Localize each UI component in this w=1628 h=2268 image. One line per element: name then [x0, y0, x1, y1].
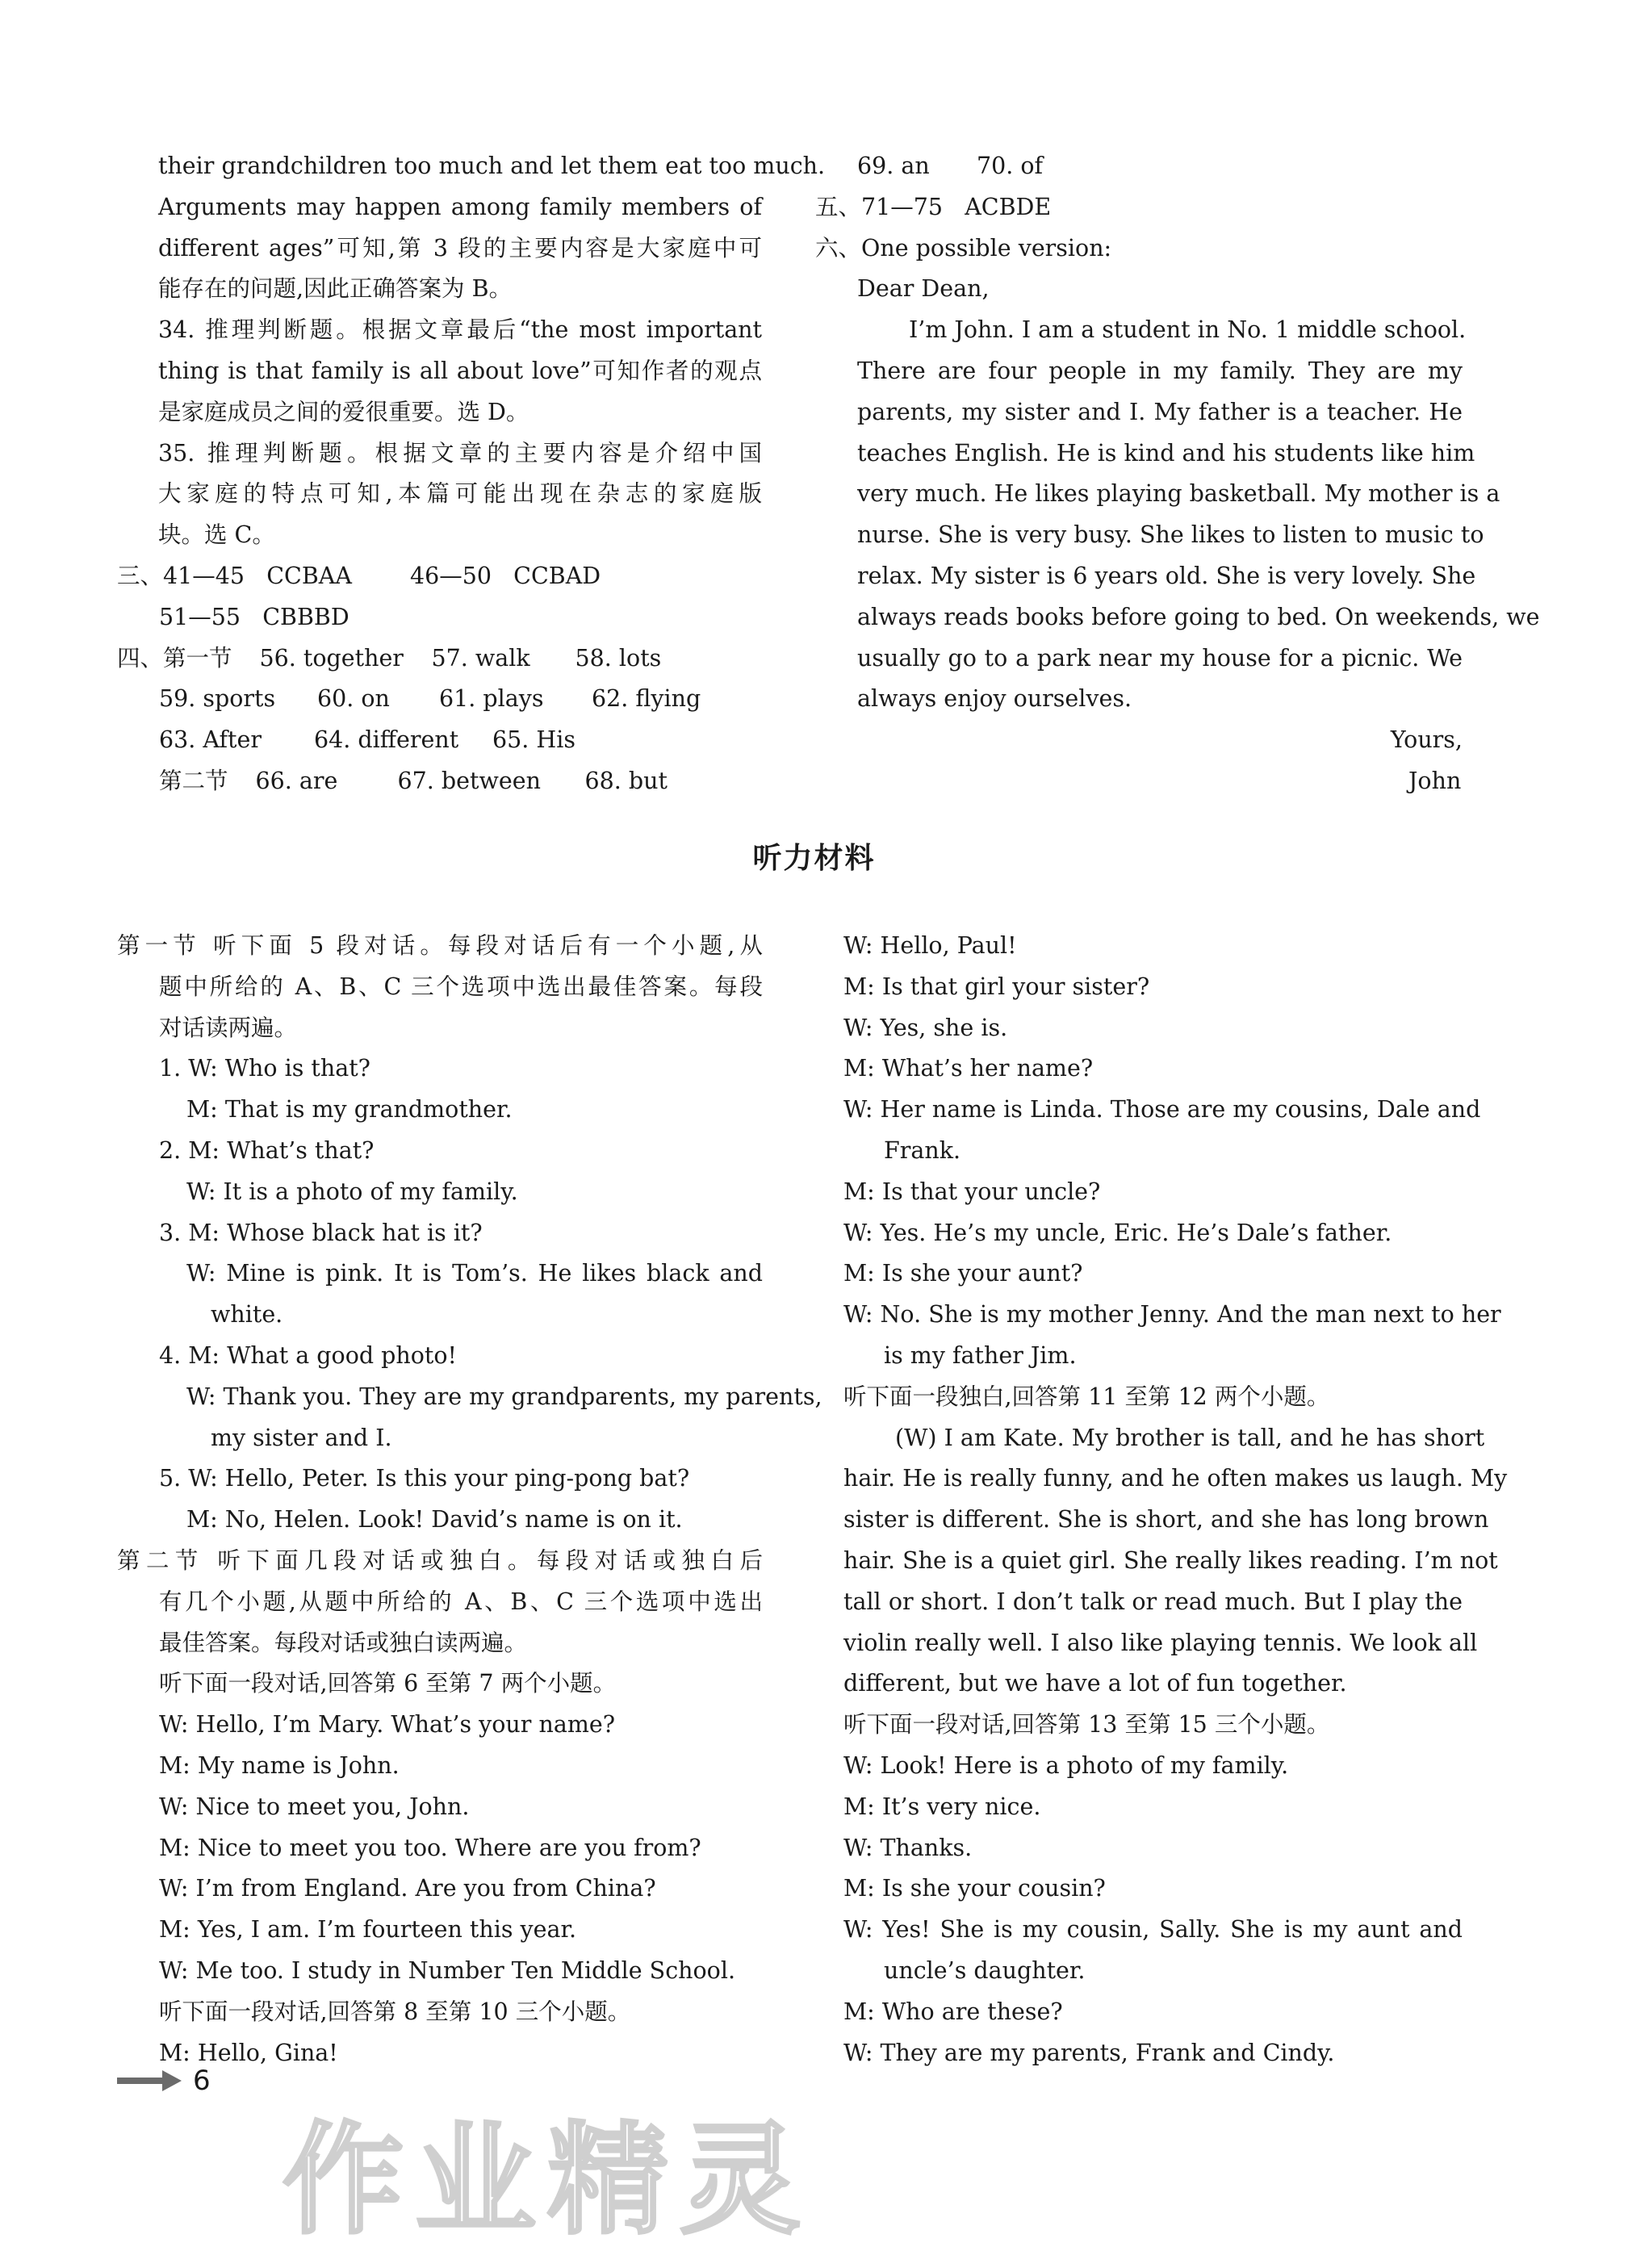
answer: 63. After [159, 726, 262, 754]
answer: 56. together [259, 644, 404, 672]
dialogue-line: M: Who are these? [843, 1998, 1063, 2025]
dialogue-line: W: It is a photo of my family. [186, 1178, 518, 1205]
dialogue-line: M: Hello, Gina! [159, 2039, 338, 2066]
answer: 68. but [584, 767, 668, 794]
dialogue-line: W: They are my parents, Frank and Cindy. [843, 2039, 1335, 2066]
letter-line: There are four people in my family. They are my [857, 357, 1463, 384]
monologue-line: different, but we have a lot of fun together. [843, 1670, 1347, 1697]
answer: 59. sports [159, 685, 276, 713]
section-3-row [117, 597, 763, 638]
dialogue-line: M: Is she your cousin? [843, 1875, 1106, 1902]
section-3-label: 三、 [117, 563, 164, 589]
section-4-row [117, 679, 763, 720]
page-number-text: 6 [193, 2065, 211, 2097]
answer-group: 71—75 ACBDE [861, 193, 1052, 220]
instruction-line: 听下面一段对话,回答第 13 至第 15 三个小题。 [843, 1711, 1330, 1739]
dialogue-line: W: I’m from England. Are you from China? [159, 1875, 656, 1902]
dialogue-line: W: Mine is pink. It is Tom’s. He likes black and [186, 1260, 763, 1287]
letter-line: always reads books before going to bed. On weekends, we [857, 603, 1540, 630]
section-6-title: One possible version: [861, 234, 1112, 262]
dialogue-line: my sister and I. [211, 1424, 392, 1451]
answers-left-column [158, 146, 826, 556]
instruction-line: 听下面一段独白,回答第 11 至第 12 两个小题。 [843, 1383, 1330, 1410]
letter-line: nurse. She is very busy. She likes to listen to music to [857, 521, 1484, 549]
monologue-line: hair. She is a quiet girl. She really likes reading. I’m not [843, 1546, 1498, 1574]
text-line: 34. 推理判断题。根据文章最后“the most important [158, 316, 762, 344]
instruction-line: 对话读两遍。 [159, 1014, 298, 1041]
letter-line: I’m John. I am a student in No. 1 middle school. [909, 316, 1467, 344]
dialogue-line: W: Thank you. They are my grandparents, my parents, [186, 1383, 822, 1410]
text-line: 35. 推理判断题。根据文章的主要内容是介绍中国 [158, 439, 762, 467]
answer: 70. of [977, 153, 1044, 179]
dialogue-line: W: Thanks. [843, 1834, 973, 1861]
answer: 57. walk [431, 644, 530, 672]
monologue-line: (W) I am Kate. My brother is tall, and he has short [895, 1424, 1485, 1451]
monologue-line: tall or short. I don’t talk or read much. But I play the [843, 1588, 1463, 1615]
dialogue-line: W: Me too. I study in Number Ten Middle School. [159, 1956, 736, 1984]
section-6-label: 六、 [815, 234, 862, 262]
dialogue-line: W: Nice to meet you, John. [159, 1793, 470, 1820]
dialogue-line: M: My name is John. [159, 1751, 400, 1779]
letter-greeting: Dear Dean, [857, 275, 990, 303]
text-line: 能存在的问题,因此正确答案为 B。 [158, 275, 513, 303]
letter-line: relax. My sister is 6 years old. She is very lovely. She [857, 562, 1476, 589]
sample-letter [815, 269, 1540, 801]
listening-right-column [843, 926, 1508, 2073]
letter-line: teaches English. He is kind and his students like him [857, 439, 1475, 467]
section-4-label: 四、 [117, 644, 164, 672]
answer: 67. between [397, 767, 541, 794]
dialogue-line: white. [211, 1301, 283, 1329]
page-number [117, 2065, 211, 2097]
letter-closing: Yours, [1390, 726, 1463, 754]
section-4-row [117, 761, 763, 802]
dialogue-line: W: Hello, Paul! [843, 932, 1017, 959]
instruction-line: 有几个小题,从题中所给的 A、B、C 三个选项中选出 [159, 1588, 763, 1615]
answers-section-3-4 [117, 556, 763, 802]
text-line: Arguments may happen among family members of [158, 193, 762, 220]
answer: 62. flying [592, 685, 701, 713]
answer: 66. are [255, 767, 338, 794]
dialogue-line: 2. M: What’s that? [159, 1136, 375, 1164]
dialogue-line: uncle’s daughter. [884, 1956, 1086, 1984]
letter-line: usually go to a park near my house for a picnic. We [857, 644, 1463, 672]
letter-line: very much. He likes playing basketball. My mother is a [857, 480, 1500, 508]
dialogue-line: 4. M: What a good photo! [159, 1341, 457, 1369]
dialogue-line: M: It’s very nice. [843, 1793, 1041, 1820]
letter-line: parents, my sister and I. My father is a teacher. He [857, 398, 1463, 425]
answer: 64. different [314, 726, 459, 754]
section-6-row [815, 228, 1463, 270]
dialogue-line: M: What’s her name? [843, 1055, 1094, 1082]
answer: 58. lots [575, 644, 662, 672]
dialogue-line: M: Yes, I am. I’m fourteen this year. [159, 1916, 577, 1944]
dialogue-line: 5. W: Hello, Peter. Is this your ping-pong bat? [159, 1465, 690, 1492]
dialogue-line: W: Look! Here is a photo of my family. [843, 1751, 1289, 1779]
watermark: 作业精灵 [282, 2111, 813, 2251]
monologue-line: violin really well. I also like playing tennis. We look all [843, 1629, 1478, 1656]
text-line: thing is that family is all about love”可知作者的观点 [158, 357, 762, 384]
listening-title: 听力材料 [752, 842, 876, 875]
dialogue-line: M: No, Helen. Look! David’s name is on it. [186, 1506, 683, 1534]
answer-group: 51—55 CBBBD [159, 603, 349, 630]
instruction-line: 最佳答案。每段对话或独白读两遍。 [159, 1629, 528, 1656]
monologue-line: sister is different. She is short, and she has long brown [843, 1506, 1489, 1534]
text-line: 大家庭的特点可知,本篇可能出现在杂志的家庭版 [158, 480, 762, 508]
dialogue-line: Frank. [884, 1136, 961, 1164]
dialogue-line: M: Nice to meet you too. Where are you from? [159, 1834, 701, 1861]
dialogue-line: W: Yes. He’s my uncle, Eric. He’s Dale’s father. [843, 1219, 1392, 1246]
text-line: 块。选 C。 [158, 521, 275, 549]
letter-signature: John [1408, 767, 1462, 794]
part-label: 第二节 [159, 767, 228, 794]
section-4-row [117, 638, 763, 680]
answer-group: 41—45 CCBAA [163, 563, 352, 589]
dialogue-line: W: Yes, she is. [843, 1014, 1008, 1041]
section-5-label: 五、 [815, 193, 862, 220]
dialogue-line: M: Is that girl your sister? [843, 973, 1150, 1000]
text-line: their grandchildren too much and let them eat too much. [158, 153, 826, 179]
part-label: 第一节 [163, 644, 232, 672]
arrow-right-icon [117, 2069, 182, 2093]
dialogue-line: W: Yes! She is my cousin, Sally. She is my aunt and [843, 1916, 1463, 1944]
dialogue-line: M: Is that your uncle? [843, 1178, 1101, 1205]
answer-row [815, 146, 1463, 187]
section-3-row [117, 556, 763, 597]
dialogue-line: 1. W: Who is that? [159, 1055, 370, 1082]
instruction-line: 题中所给的 A、B、C 三个选项中选出最佳答案。每段 [159, 973, 763, 1000]
instruction-line: 第二节 听下面几段对话或独白。每段对话或独白后 [117, 1546, 763, 1574]
section-4-row [117, 720, 763, 761]
instruction-line: 听下面一段对话,回答第 8 至第 10 三个小题。 [159, 1998, 631, 2025]
listening-left-column [117, 926, 822, 2073]
letter-line: always enjoy ourselves. [857, 685, 1132, 713]
text-line: 是家庭成员之间的爱很重要。选 D。 [158, 398, 529, 425]
answers-right-column [815, 146, 1540, 802]
dialogue-line: 3. M: Whose black hat is it? [159, 1219, 483, 1246]
dialogue-line: M: Is she your aunt? [843, 1260, 1083, 1287]
answer: 60. on [317, 685, 390, 713]
dialogue-line: M: That is my grandmother. [186, 1096, 513, 1124]
answer: 61. plays [439, 685, 544, 713]
dialogue-line: is my father Jim. [884, 1341, 1077, 1369]
monologue-line: hair. He is really funny, and he often makes us laugh. My [843, 1465, 1508, 1492]
instruction-line: 听下面一段对话,回答第 6 至第 7 两个小题。 [159, 1670, 617, 1697]
section-5-row [815, 187, 1463, 228]
answer: 65. His [492, 726, 575, 754]
dialogue-line: W: No. She is my mother Jenny. And the man next to her [843, 1301, 1501, 1329]
answer-group: 46—50 CCBAD [409, 563, 601, 589]
text-line: different ages”可知,第 3 段的主要内容是大家庭中可 [158, 234, 762, 262]
dialogue-line: W: Hello, I’m Mary. What’s your name? [159, 1711, 615, 1739]
answer: 69. an [857, 153, 930, 179]
dialogue-line: W: Her name is Linda. Those are my cousins, Dale and [843, 1096, 1481, 1124]
instruction-line: 第一节 听下面 5 段对话。每段对话后有一个小题,从 [117, 932, 763, 959]
